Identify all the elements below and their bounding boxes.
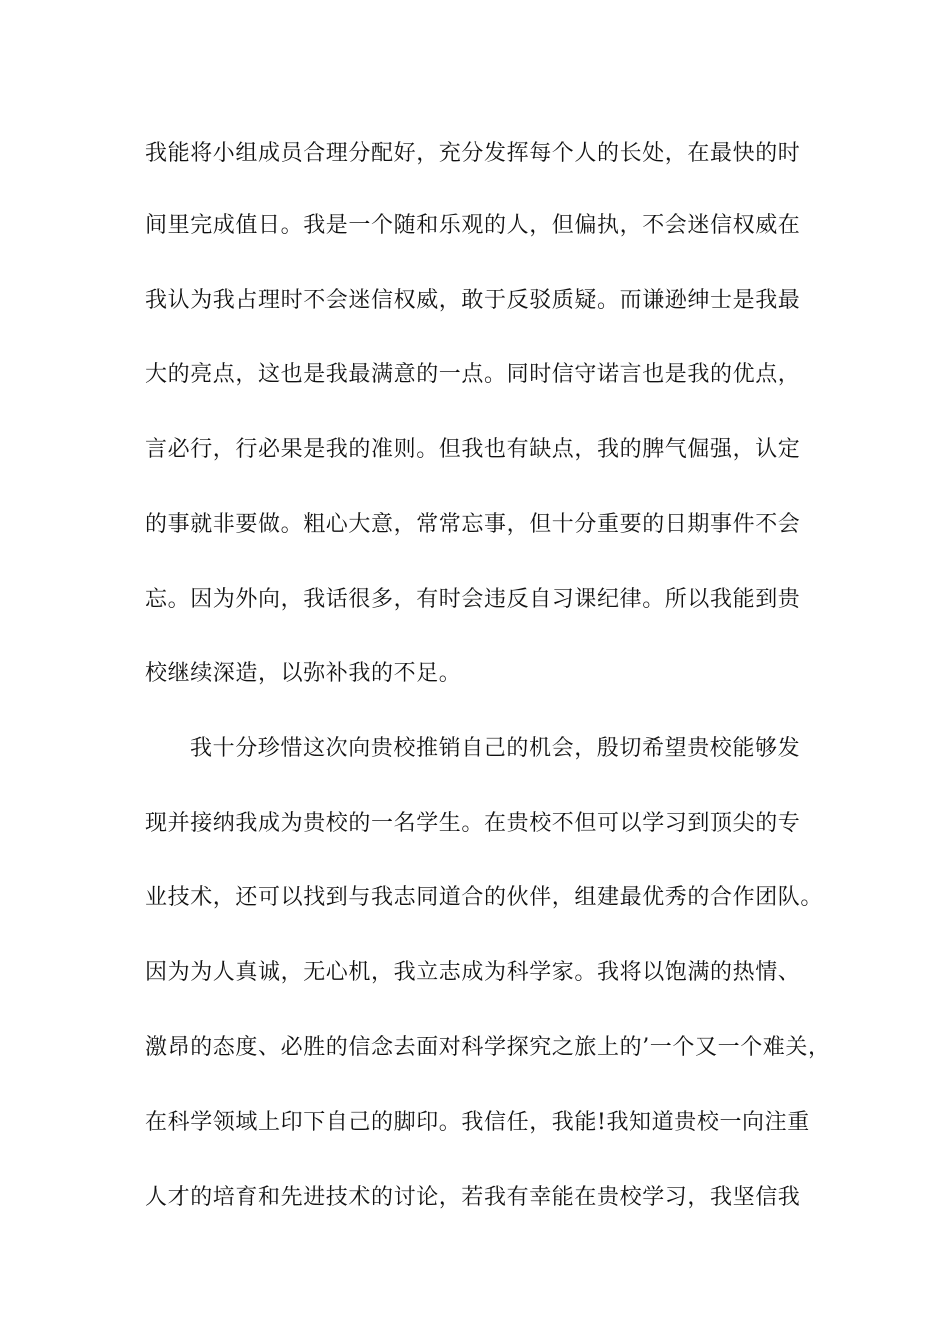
text-line: 大的亮点，这也是我最满意的一点。同时信守诺言也是我的优点， (145, 362, 801, 387)
text-line: 间里完成值日。我是一个随和乐观的人，但偏执，不会迷信权威在 (145, 213, 801, 238)
paragraph-first-line: 我十分珍惜这次向贵校推销自己的机会，殷切希望贵校能够发 (190, 736, 801, 761)
text-line: 在科学领域上印下自己的脚印。我信任，我能!我知道贵校一向注重 (145, 1110, 810, 1135)
text-line: 因为为人真诚，无心机，我立志成为科学家。我将以饱满的热情、 (145, 960, 801, 985)
text-line: 人才的培育和先进技术的讨论，若我有幸能在贵校学习，我坚信我 (145, 1185, 801, 1210)
text-line: 我能将小组成员合理分配好，充分发挥每个人的长处，在最快的时 (145, 141, 801, 166)
text-line: 业技术，还可以找到与我志同道合的伙伴，组建最优秀的合作团队。 (145, 885, 824, 910)
text-line: 现并接纳我成为贵校的一名学生。在贵校不但可以学习到顶尖的专 (145, 811, 801, 836)
text-line: 校继续深造，以弥补我的不足。 (145, 661, 462, 686)
text-line: 忘。因为外向，我话很多，有时会违反自习课纪律。所以我能到贵 (145, 587, 801, 612)
text-line: 我认为我占理时不会迷信权威，敢于反驳质疑。而谦逊绅士是我最 (145, 288, 801, 313)
text-line: 言必行，行必果是我的准则。但我也有缺点，我的脾气倔强，认定 (145, 437, 801, 462)
text-line: 的事就非要做。粗心大意，常常忘事，但十分重要的日期事件不会 (145, 512, 801, 537)
text-line: 激昂的态度、必胜的信念去面对科学探究之旅上的’一个又一个难关， (145, 1035, 831, 1060)
